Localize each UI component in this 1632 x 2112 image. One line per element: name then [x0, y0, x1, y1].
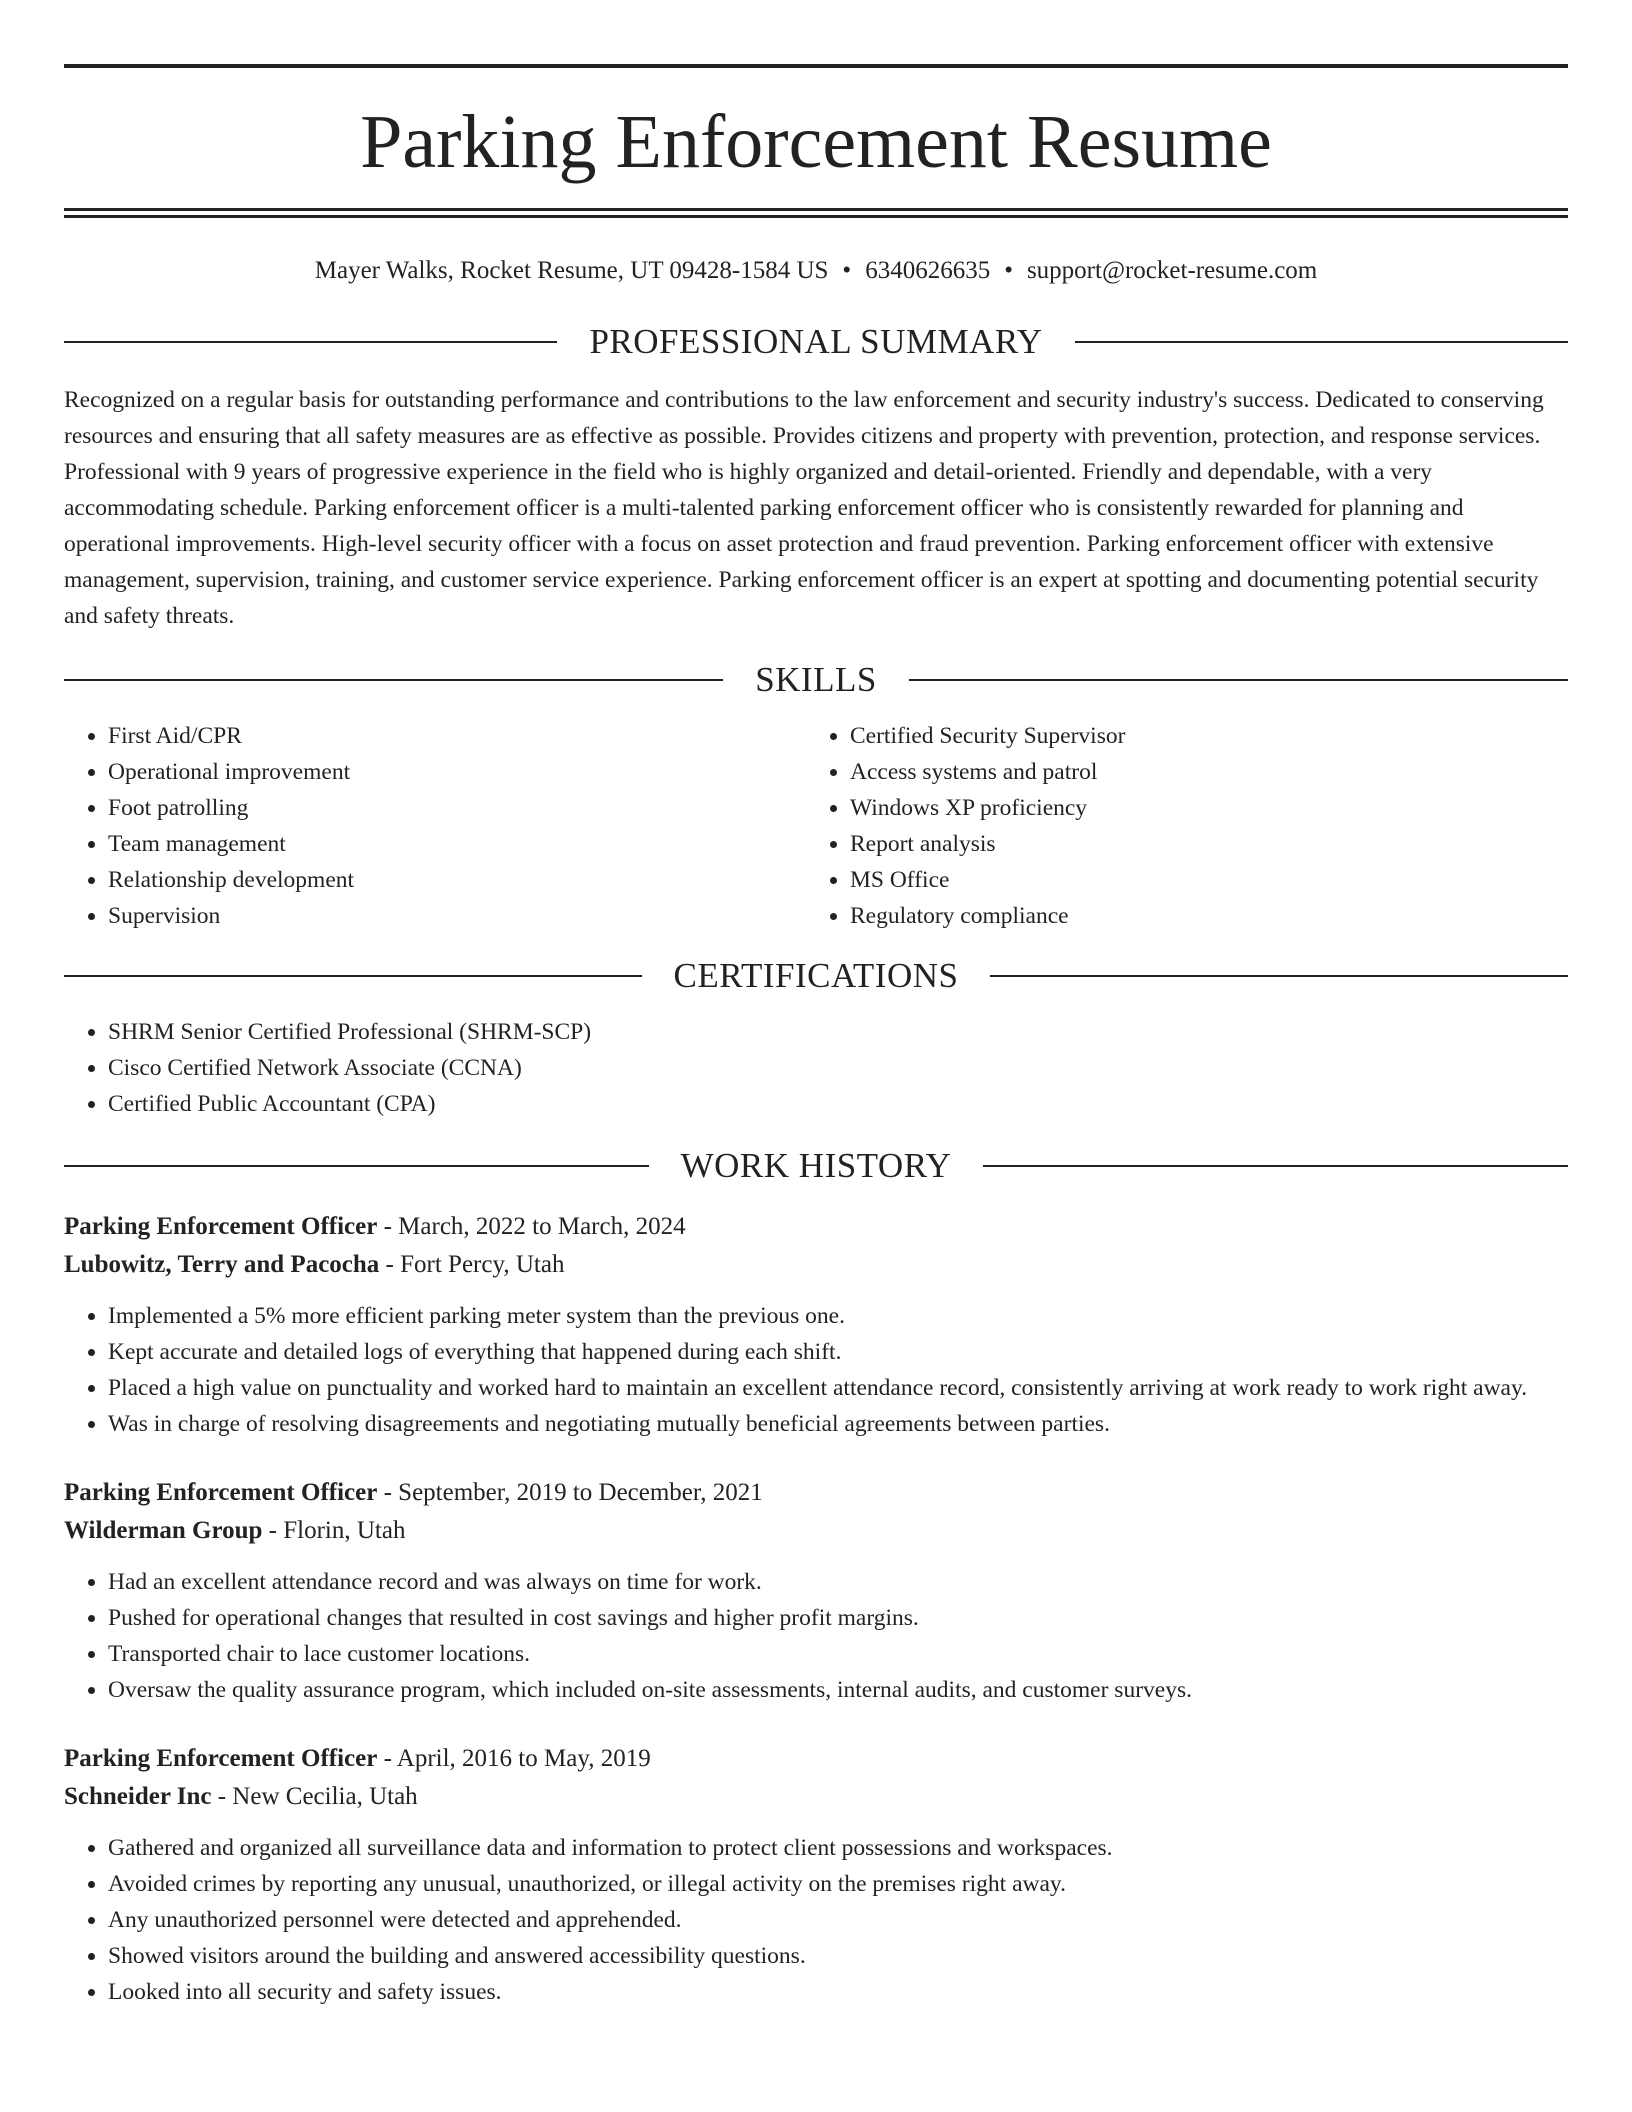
- job-bullet: • Showed visitors around the building and answered accessibility questions.: [108, 1938, 1568, 1974]
- job-bullets: [64, 1298, 1568, 1442]
- job-bullet: • Implemented a 5% more efficient parking meter system than the previous one.: [108, 1298, 1568, 1334]
- contact-phone: 6340626635: [865, 257, 991, 284]
- document-title: Parking Enforcement Resume: [360, 100, 1272, 184]
- title-double-rule: [64, 208, 1568, 218]
- job-title-line: [64, 1740, 1568, 1778]
- skill-item: • Relationship development: [108, 862, 806, 898]
- skill-item: • Certified Security Supervisor: [850, 718, 1548, 754]
- section-heading-work-history: [64, 1146, 1568, 1186]
- section-heading-certifications: [64, 956, 1568, 996]
- job-dates: - March, 2022 to March, 2024: [377, 1213, 686, 1240]
- skill-item: • Report analysis: [850, 826, 1548, 862]
- job-bullet: • Had an excellent attendance record and was always on time for work.: [108, 1564, 1568, 1600]
- skill-item: • Windows XP proficiency: [850, 790, 1548, 826]
- skill-item: • Operational improvement: [108, 754, 806, 790]
- contact-line: [64, 256, 1568, 286]
- resume-page: [64, 64, 1568, 2010]
- job-title-line: [64, 1474, 1568, 1512]
- certification-item: • Certified Public Accountant (CPA): [108, 1086, 1568, 1122]
- job-title-line: [64, 1208, 1568, 1246]
- skill-item: • Foot patrolling: [108, 790, 806, 826]
- heading-rule-left: [64, 1165, 649, 1167]
- section-title: CERTIFICATIONS: [673, 956, 959, 995]
- job-location: - New Cecilia, Utah: [211, 1783, 418, 1810]
- job-bullet: • Gathered and organized all surveillance data and information to protect client possessions and workspaces.: [108, 1830, 1568, 1866]
- heading-rule-right: [990, 975, 1568, 977]
- job-company: Schneider Inc: [64, 1783, 212, 1810]
- work-entry: [64, 1208, 1568, 1442]
- skills-column-left: [64, 718, 806, 934]
- certification-item: • SHRM Senior Certified Professional (SHRM-SCP): [108, 1014, 1568, 1050]
- heading-rule-left: [64, 341, 557, 343]
- job-bullet: • Looked into all security and safety issues.: [108, 1974, 1568, 2010]
- section-heading-skills: [64, 660, 1568, 700]
- job-dates: - September, 2019 to December, 2021: [377, 1479, 763, 1506]
- job-bullet: • Placed a high value on punctuality and worked hard to maintain an excellent attendance record, consistently arriving at work ready to work right away.: [108, 1370, 1568, 1406]
- job-bullet: • Kept accurate and detailed logs of everything that happened during each shift.: [108, 1334, 1568, 1370]
- heading-rule-left: [64, 679, 723, 681]
- job-bullet: • Avoided crimes by reporting any unusual, unauthorized, or illegal activity on the premises right away.: [108, 1866, 1568, 1902]
- certification-item: • Cisco Certified Network Associate (CCNA): [108, 1050, 1568, 1086]
- job-dates: - April, 2016 to May, 2019: [377, 1745, 651, 1772]
- heading-rule-left: [64, 975, 642, 977]
- top-rule: [64, 64, 1568, 68]
- job-title: Parking Enforcement Officer: [64, 1213, 378, 1240]
- summary-text: Recognized on a regular basis for outstanding performance and contributions to the law enforcement and security industry's success. Dedicated to conserving resources and ensuring that all safety measures are as effective as possible. Provides citizens and property with prevention, protection, and response services. Professional with 9 years of progressive experience in the field who is highly organized and detail-oriented. Friendly and dependable, with a very accommodating schedule. Parking enforcement officer is a multi-talented parking enforcement officer who is consistently rewarded for planning and operational improvements. High-level security officer with a focus on asset protection and fraud prevention. Parking enforcement officer with extensive management, supervision, training, and customer service experience. Parking enforcement officer is an expert at spotting and documenting potential security and safety threats.: [64, 387, 1544, 629]
- job-bullet: • Any unauthorized personnel were detected and apprehended.: [108, 1902, 1568, 1938]
- job-bullet: • Transported chair to lace customer locations.: [108, 1636, 1568, 1672]
- section-title: PROFESSIONAL SUMMARY: [589, 322, 1043, 361]
- section-title: SKILLS: [755, 660, 877, 699]
- job-bullets: [64, 1830, 1568, 2010]
- job-company: Wilderman Group: [64, 1517, 263, 1544]
- job-title: Parking Enforcement Officer: [64, 1479, 378, 1506]
- skill-item: • MS Office: [850, 862, 1548, 898]
- job-title: Parking Enforcement Officer: [64, 1745, 378, 1772]
- job-bullets: [64, 1564, 1568, 1708]
- job-company: Lubowitz, Terry and Pacocha: [64, 1251, 380, 1278]
- job-location: - Florin, Utah: [262, 1517, 406, 1544]
- skill-item: • Team management: [108, 826, 806, 862]
- skill-item: • Regulatory compliance: [850, 898, 1548, 934]
- job-company-line: [64, 1512, 1568, 1550]
- skills-list: [64, 718, 1568, 934]
- contact-email: support@rocket-resume.com: [1026, 257, 1318, 284]
- section-title: WORK HISTORY: [680, 1146, 952, 1185]
- job-bullet: • Oversaw the quality assurance program, which included on-site assessments, internal audits, and customer surveys.: [108, 1672, 1568, 1708]
- work-entry: [64, 1740, 1568, 2010]
- work-entry: [64, 1474, 1568, 1708]
- job-location: - Fort Percy, Utah: [379, 1251, 565, 1278]
- job-bullet: • Was in charge of resolving disagreements and negotiating mutually beneficial agreements between parties.: [108, 1406, 1568, 1442]
- section-heading-summary: [64, 322, 1568, 362]
- job-company-line: [64, 1246, 1568, 1284]
- contact-separator: •: [1004, 257, 1013, 284]
- contact-address: Mayer Walks, Rocket Resume, UT 09428-1584 US: [314, 257, 829, 284]
- skill-item: • First Aid/CPR: [108, 718, 806, 754]
- skill-item: • Supervision: [108, 898, 806, 934]
- skills-column-right: [806, 718, 1548, 934]
- heading-rule-right: [1075, 341, 1568, 343]
- skill-item: • Access systems and patrol: [850, 754, 1548, 790]
- contact-separator: •: [842, 257, 852, 284]
- job-company-line: [64, 1778, 1568, 1816]
- heading-rule-right: [909, 679, 1568, 681]
- job-bullet: • Pushed for operational changes that resulted in cost savings and higher profit margins.: [108, 1600, 1568, 1636]
- heading-rule-right: [983, 1165, 1568, 1167]
- certifications-list: [64, 1014, 1568, 1122]
